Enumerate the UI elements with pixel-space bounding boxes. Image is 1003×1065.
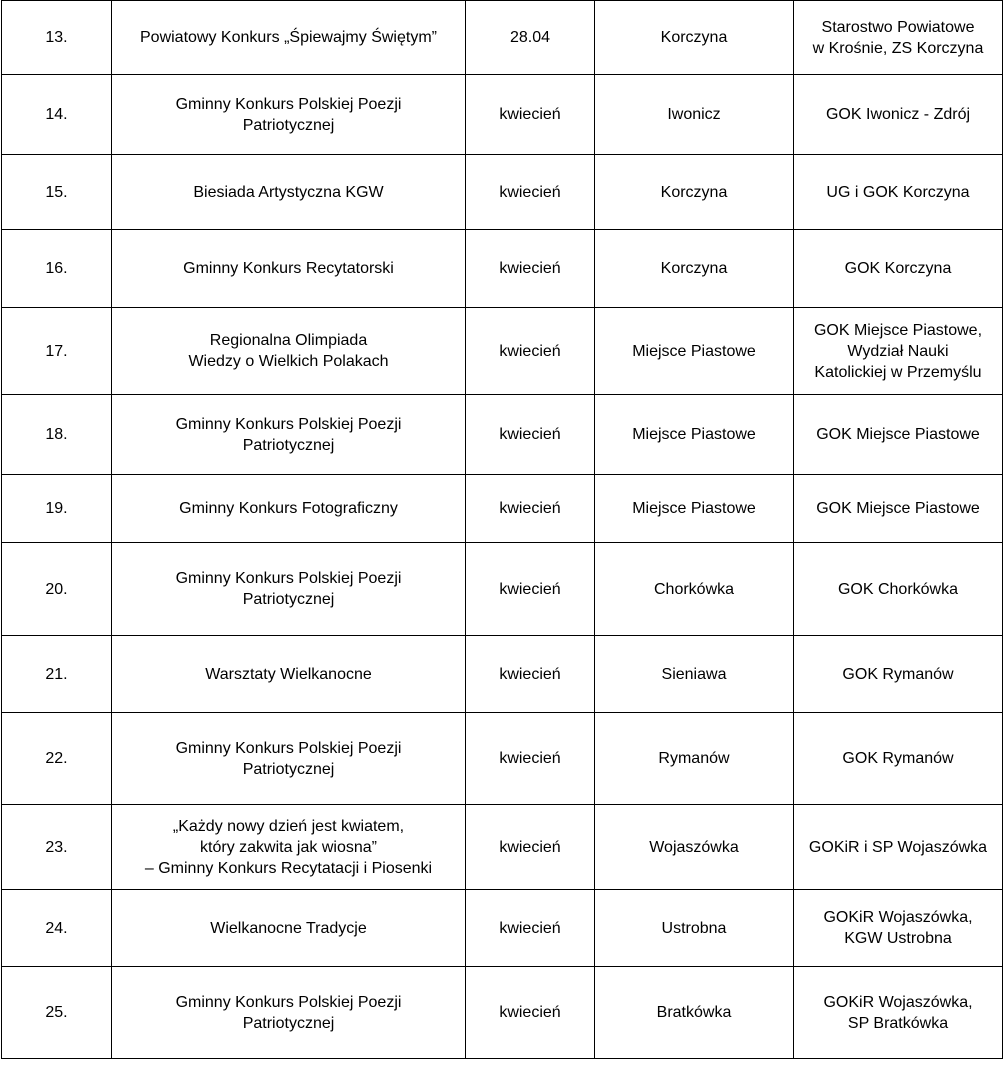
event-name-line: który zakwita jak wiosna” [200, 838, 377, 856]
event-organizer [794, 967, 1003, 1059]
event-name-line: Patriotycznej [242, 1014, 335, 1032]
event-organizer-line: GOK Miejsce Piastowe [816, 426, 980, 443]
event-organizer-line: GOK Miejsce Piastowe [816, 500, 980, 517]
row-number: 17. [2, 308, 112, 395]
event-place: Miejsce Piastowe [595, 395, 794, 475]
event-place: Sieniawa [595, 636, 794, 713]
event-date: kwiecień [466, 805, 595, 890]
event-name [112, 75, 466, 155]
event-name-line: Gminny Konkurs Polskiej Poezji [175, 739, 402, 757]
event-organizer-line: GOK Korczyna [844, 260, 952, 277]
row-number: 21. [2, 636, 112, 713]
event-date: kwiecień [466, 155, 595, 230]
table-row [2, 543, 1003, 636]
event-name-line: – Gminny Konkurs Recytatacji i Piosenki [144, 859, 433, 877]
event-organizer [794, 308, 1003, 395]
event-name-line: Wiedzy o Wielkich Polakach [188, 353, 389, 370]
table-row [2, 890, 1003, 967]
event-name [112, 308, 466, 395]
event-name [112, 543, 466, 636]
event-name-line: Patriotycznej [242, 116, 335, 134]
event-organizer-line: Wydział Nauki [847, 342, 949, 360]
event-place: Iwonicz [595, 75, 794, 155]
event-date: kwiecień [466, 308, 595, 395]
event-name-line: Regionalna Olimpiada [209, 332, 368, 349]
event-organizer [794, 475, 1003, 543]
event-name [112, 230, 466, 308]
event-place: Miejsce Piastowe [595, 475, 794, 543]
event-name [112, 805, 466, 890]
event-organizer [794, 155, 1003, 230]
event-place: Rymanów [595, 713, 794, 805]
row-number: 20. [2, 543, 112, 636]
table-row [2, 967, 1003, 1059]
table-row [2, 636, 1003, 713]
event-organizer [794, 230, 1003, 308]
event-date: kwiecień [466, 475, 595, 543]
event-organizer [794, 713, 1003, 805]
event-organizer-line: GOKiR i SP Wojaszówka [808, 838, 988, 856]
event-name-line: Gminny Konkurs Polskiej Poezji [175, 415, 402, 433]
event-name [112, 475, 466, 543]
event-name-line: Patriotycznej [242, 436, 335, 454]
event-date: kwiecień [466, 890, 595, 967]
event-date: kwiecień [466, 636, 595, 713]
row-number: 25. [2, 967, 112, 1059]
event-name-line: Powiatowy Konkurs „Śpiewajmy Świętym” [140, 29, 437, 46]
row-number: 13. [2, 1, 112, 75]
event-name-line: Gminny Konkurs Recytatorski [183, 260, 394, 277]
table-row [2, 805, 1003, 890]
event-organizer-line: SP Bratkówka [847, 1014, 949, 1032]
event-organizer [794, 75, 1003, 155]
event-place: Korczyna [595, 230, 794, 308]
event-name [112, 713, 466, 805]
event-name-line: Warsztaty Wielkanocne [205, 665, 372, 683]
event-organizer-line: UG i GOK Korczyna [826, 183, 970, 201]
row-number: 22. [2, 713, 112, 805]
table-row [2, 475, 1003, 543]
table-row [2, 308, 1003, 395]
event-date: kwiecień [466, 395, 595, 475]
event-name [112, 155, 466, 230]
event-name-line: Gminny Konkurs Polskiej Poezji [175, 95, 402, 113]
event-place: Chorkówka [595, 543, 794, 636]
row-number: 24. [2, 890, 112, 967]
event-name [112, 967, 466, 1059]
table-row [2, 75, 1003, 155]
table-row [2, 230, 1003, 308]
event-organizer-line: w Krośnie, ZS Korczyna [812, 39, 984, 57]
event-organizer [794, 805, 1003, 890]
event-name-line: Biesiada Artystyczna KGW [193, 183, 384, 201]
event-name-line: Gminny Konkurs Fotograficzny [179, 500, 398, 517]
event-organizer-line: GOKiR Wojaszówka, [823, 909, 973, 926]
event-organizer-line: GOK Chorkówka [837, 580, 959, 598]
event-organizer-line: GOK Rymanów [842, 665, 954, 683]
events-table-body [2, 1, 1003, 1059]
event-organizer [794, 1, 1003, 75]
event-name [112, 636, 466, 713]
event-organizer [794, 636, 1003, 713]
event-place: Korczyna [595, 1, 794, 75]
event-date: kwiecień [466, 75, 595, 155]
event-date: kwiecień [466, 543, 595, 636]
row-number: 16. [2, 230, 112, 308]
event-organizer-line: Katolickiej w Przemyślu [814, 363, 982, 381]
event-name-line: Gminny Konkurs Polskiej Poezji [175, 993, 402, 1011]
event-date: 28.04 [466, 1, 595, 75]
event-organizer-line: GOK Rymanów [842, 750, 954, 767]
row-number: 19. [2, 475, 112, 543]
event-organizer [794, 890, 1003, 967]
row-number: 23. [2, 805, 112, 890]
event-name [112, 1, 466, 75]
event-name-line: Gminny Konkurs Polskiej Poezji [175, 570, 402, 587]
event-name-line: Wielkanocne Tradycje [210, 919, 367, 937]
row-number: 15. [2, 155, 112, 230]
event-organizer-line: GOKiR Wojaszówka, [823, 993, 973, 1011]
table-row [2, 1, 1003, 75]
event-organizer-line: GOK Miejsce Piastowe, [813, 321, 983, 339]
event-name [112, 395, 466, 475]
event-place: Korczyna [595, 155, 794, 230]
event-date: kwiecień [466, 713, 595, 805]
event-organizer-line: GOK Iwonicz - Zdrój [825, 106, 971, 123]
event-place: Bratkówka [595, 967, 794, 1059]
event-place: Ustrobna [595, 890, 794, 967]
event-name [112, 890, 466, 967]
row-number: 18. [2, 395, 112, 475]
events-table [1, 0, 1003, 1059]
event-place: Wojaszówka [595, 805, 794, 890]
event-date: kwiecień [466, 967, 595, 1059]
event-name-line: Patriotycznej [242, 760, 335, 778]
row-number: 14. [2, 75, 112, 155]
event-name-line: „Każdy nowy dzień jest kwiatem, [172, 817, 405, 835]
table-row [2, 155, 1003, 230]
event-name-line: Patriotycznej [242, 591, 335, 608]
event-place: Miejsce Piastowe [595, 308, 794, 395]
event-organizer [794, 395, 1003, 475]
table-row [2, 395, 1003, 475]
event-organizer-line: KGW Ustrobna [844, 930, 952, 947]
event-date: kwiecień [466, 230, 595, 308]
event-organizer [794, 543, 1003, 636]
event-organizer-line: Starostwo Powiatowe [821, 18, 975, 36]
table-row [2, 713, 1003, 805]
